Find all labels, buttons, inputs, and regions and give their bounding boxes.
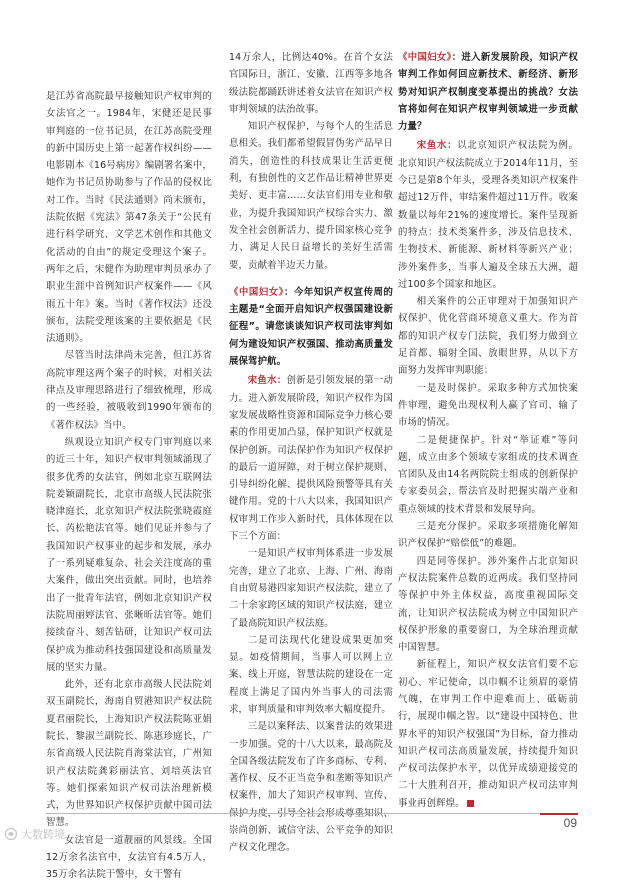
footer-divider [46,813,578,814]
paragraph: 女法官是一道靓丽的风景线。全国12万余名法官中，女法官有4.5万人，35万余名法院干警中，女干警有 [46,834,212,881]
interview-question [229,284,393,370]
paragraph: 一是及时保护。采取多种方式加快案件审理，避免出现权利人赢了官司、输了市场的情况。 [398,382,578,429]
article-column-1 [46,88,212,884]
paragraph: 二是便捷保护。针对“举证难”等问题，成立由多个领域专家组成的技术调查官团队及由14名两院院士组成的创新保护专家委员会，帮法官及时把握实端产业和重点领域的技术背景和发展导向。 [398,434,578,515]
paragraph: 二是司法现代化建设成果更加突显。如疫情期间，当事人可以网上立案、线上开庭，智慧法院的建设在一定程度上满足了国内外当事人的司法需求，审判质量和审判效率大幅度提升。 [229,634,393,715]
paragraph: 纵观设立知识产权专门审判庭以来的近三十年，知识产权审判领域涌现了很多优秀的女法官，例如北京互联网法院姜颖副院长，北京市高级人民法院张晓津庭长，北京知识产权法院张晓霞庭长、芮松艳法官等。她们见证并参与了我国知识产权事业的起步和发展，承办了一系列疑难复杂、社会关注度高的重大案件，做出突出贡献。同时，也培养出了一批青年法官，例如北京知识产权法院周丽婷法官、张晰昕法官等。她们接续奋斗、刻苦钻研，让知识产权司法保护成为推动科技强国建设和高质量发展的坚实力量。 [46,436,212,673]
magazine-name: 《中国妇女》 [398,52,452,63]
paragraph: 此外，还有北京市高级人民法院刘双玉副院长，海南自贸港知识产权法院夏君丽院长，上海知识产权法院陈亚娟院长、黎淑兰副院长、陈惠珍庭长，广东省高级人民法院肖海棠法官，广州知识产权法院龚彩丽法官、刘培英法官等。她们探索知识产权司法治理新模式，为世界知识产权保护贡献中国司法智慧。 [46,679,212,829]
answer-text: 以北京知识产权法院为例。北京知识产权法院成立于2014年11月，至今已是第8个年头，受理各类知识产权案件超过12万件，审结案件超过11万件。收案数量以每年21%的速度增长。案件呈现新的特点：技术类案件多，涉及信息技术、生物技术、新能源、新材料等新兴产业；涉外案件多，当事人遍及全球五大洲，超过100多个国家和地区。 [398,140,578,290]
closing-text: 新征程上，知识产权女法官们要不忘初心、牢记使命，以巾帼不让须眉的豪情气魄，在审判工作中迎难而上、砥砺前行，展现巾帼之智。以“建设中国特色、世界水平的知识产权强国”为目标，奋力推动知识产权司法高质量发展，持续提升知识产权司法保护水平，以优异成绩迎接党的二十大胜利召开，推动知识产权司法审判事业再创辉煌。 [398,659,578,809]
question-text: ：进入新发展阶段，知识产权审判工作如何回应新技术、新经济、新形势对知识产权制度变革提出的挑战？女法官将如何在知识产权审判领域进一步贡献力量？ [398,52,578,133]
paragraph: 是江苏省高院最早接触知识产权审判的女法官之一。1984年，宋健还是民事审判庭的一位书记员，在江苏高院受理的新中国历史上第一起著作权纠纷——电影剧本《16号病房》编剧署名案中，她作为书记员协助参与了作品的侵权比对工作。当时《民法通则》尚未颁布，法院依据《宪法》第47条关于“公民有进行科学研究、文学艺术创作和其他文化活动的自由”的规定受理这个案子。两年之后，宋健作为助理审判员承办了职业生涯中首例知识产权案件——《风雨五十年》案。当时《著作权法》还没颁布，法院受理该案的主要依据是《民法通则》。 [46,91,212,345]
paragraph: 14万余人，比例达40%。在首个女法官国际日，浙江、安徽、江西等多地各级法院都踊跃讲述着女法官在知识产权审判领域的法治故事。 [229,52,393,115]
speaker-label: 宋鱼水： [416,140,458,152]
paragraph: 尽管当时法律尚未完善，但江苏省高院审理这两个案子的时候，对相关法律点及审理思路进行了细致梳理，形成的一些经验，被吸收到1990年颁布的《著作权法》当中。 [46,350,212,431]
paragraph: 相关案件的公正审理对于加强知识产权保护、优化营商环境意义重大。作为首都的知识产权专门法院，我们努力做到立足首都、辐射全国、放眼世界，从以下方面努力发挥审判职能： [398,296,578,377]
question-text: ：今年知识产权宣传周的主题是“全面开启知识产权强国建设新征程”。请您谈谈知识产权司法审判如何为建设知识产权强国、推动高质量发展保驾护航。 [229,286,393,368]
paragraph: 一是知识产权审判体系进一步发展完善，建立了北京、上海、广州、海南自由贸易港四家知识产权法院，建立了二十余家跨区域的知识产权法庭，建立了最高院知识产权法庭。 [229,548,393,629]
interview-question [398,49,578,135]
end-mark-icon [467,800,474,807]
paragraph: 知识产权保护，与每个人的生活息息相关。我们都希望假冒伪劣产品早日消失，创造性的科技成果让生活更便利，有独创性的文艺作品让精神世界更美好、更丰富……女法官们用专业和敬业，为提升我国知识产权综合实力、激发全社会创新活力、提升国家核心竞争力、满足人民日益增长的美好生活需要，贡献着半边天力量。 [229,121,393,271]
page-number: 09 [563,816,577,830]
article-column-2 [229,49,393,857]
paragraph: 三是以案释法、以案普法的效果进一步加强。党的十八大以来，最高院及全国各级法院发布了许多商标、专利、著作权、反不正当竞争和垄断等知识产权案件，加大了知识产权审判、宣传、保护力度，引导全社会形成尊重知识、崇尚创新、诚信守法、公平竞争的知识产权文化理念。 [229,721,393,854]
watermark-logo-icon [4,827,18,841]
answer-text: 创新是引领发展的第一动力。进入新发展阶段，知识产权作为国家发展战略性资源和国际竞争力核心要素的作用更加凸显，保护知识产权就是保护创新。司法保护作为知识产权保护的最后一道屏障，对于树立保护规则、引导纠纷化解、提供风险预警等具有关键作用。党的十八大以来，我国知识产权审判工作步入新时代，具体体现在以下三个方面： [229,375,393,543]
paragraph: 四是同等保护。涉外案件占北京知识产权法院案件总数的近两成。我们坚持同等保护中外主体权益，高度重视国际交流，让知识产权法院成为树立中国知识产权保护形象的重要窗口，为全球治理贡献中国智慧。 [398,555,578,654]
watermark-text: 大数跨境 [21,828,65,841]
paragraph [398,656,578,812]
watermark [4,826,65,842]
answer-paragraph [398,137,578,293]
article-column-3 [398,49,578,812]
magazine-name: 《中国妇女》 [229,286,284,298]
answer-paragraph [229,372,393,545]
page-number-accent [540,813,578,815]
paragraph: 三是充分保护。采取多项措施化解知识产权保护“赔偿低”的难题。 [398,521,578,550]
speaker-label: 宋鱼水： [247,375,287,387]
